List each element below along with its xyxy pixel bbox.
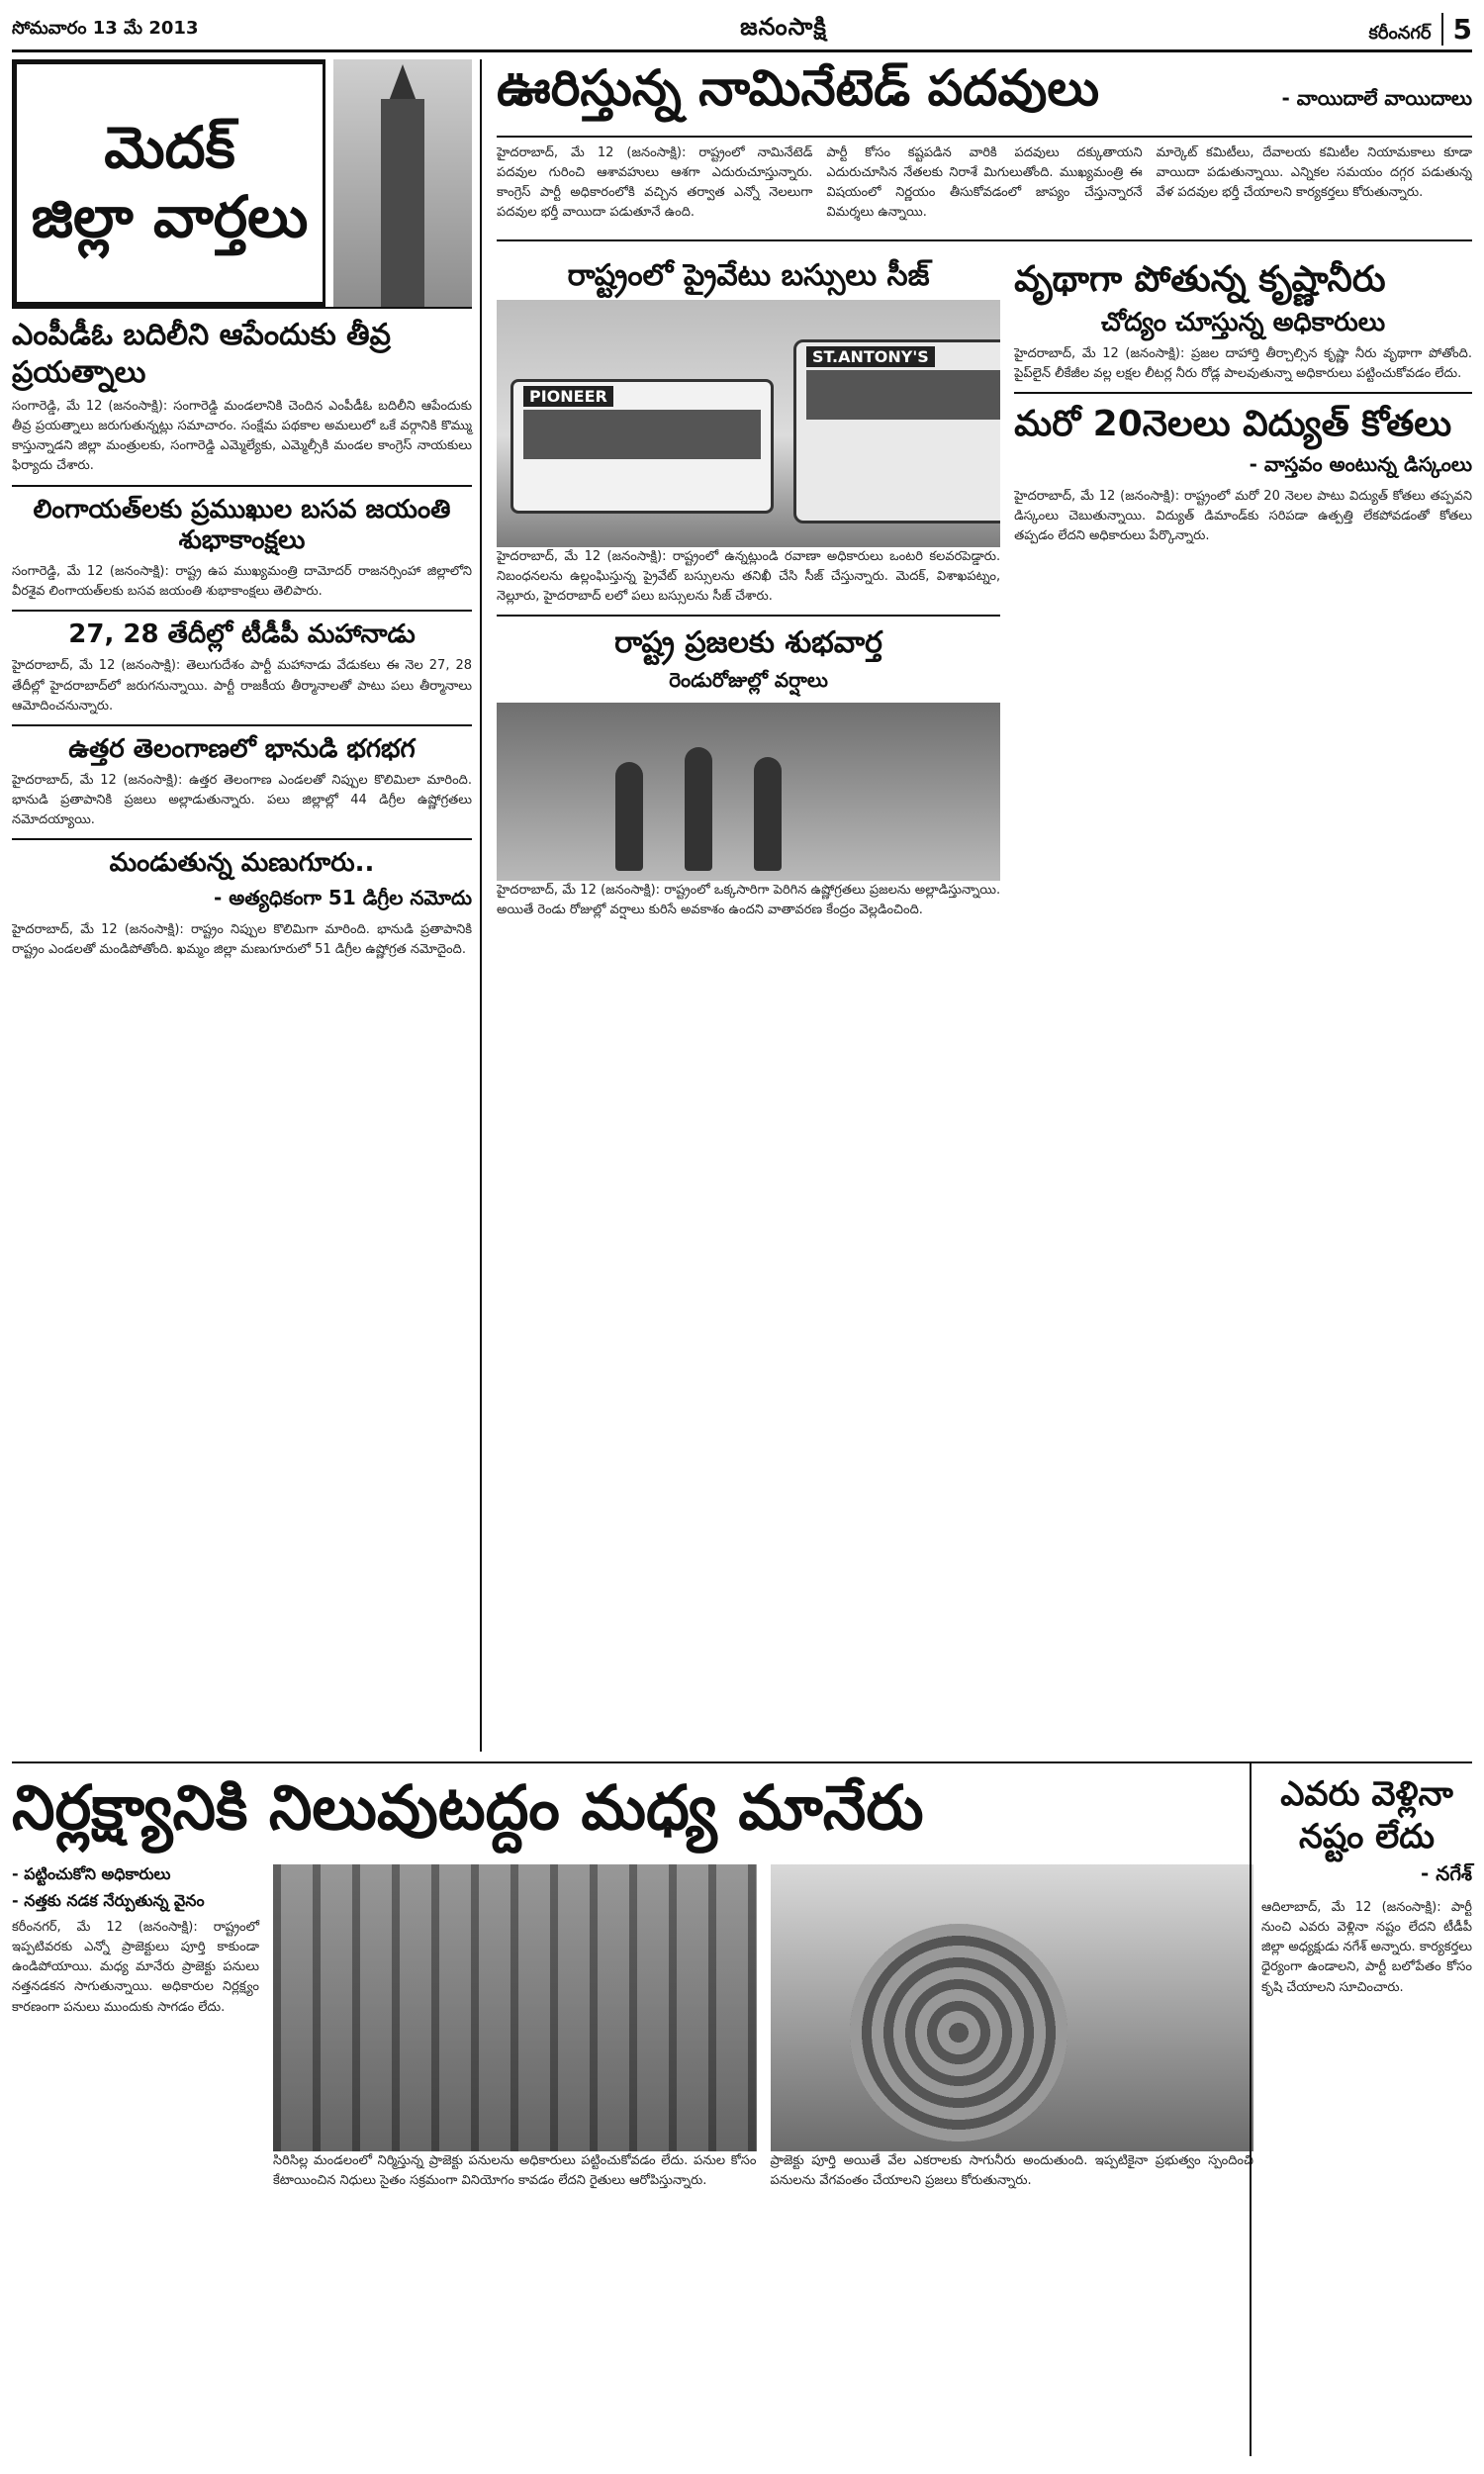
bus-headline: రాష్ట్రంలో ప్రైవేటు బస్సులు సీజ్ <box>567 257 930 293</box>
manair-photos-column <box>273 1864 1253 2199</box>
story-body: హైదరాబాద్, మే 12 (జనంసాక్షి): రాష్ట్రం నిప్పుల కొలిమిగా మారింది. భానుడి ప్రతాపానికి రాష్ట్రం ఎండలతో మండిపోతోంది. ఖమ్మం జిల్లా మణుగూరులో 51 డిగ్రీల ఉష్ణోగ్రత నమోదైంది. <box>12 921 472 957</box>
lead-body-col1: హైదరాబాద్, మే 12 (జనంసాక్షి): రాష్ట్రంలో నామినేటెడ్ పదవుల గురించి ఆశావహులు ఆశగా ఎదురుచూస్తున్నారు. కాంగ్రెస్ పార్టీ అధికారంలోకి వచ్చిన తర్వాత ఎన్నో నెలలుగా పదవుల భర్తీ వాయిదా పడుతూనే ఉంది. <box>497 145 813 221</box>
story-headline: మండుతున్న మణుగూరు.. <box>109 848 375 879</box>
bus-window <box>806 370 1000 420</box>
section-title-line2: జిల్లా వార్తలు <box>31 183 309 250</box>
story-body: సంగారెడ్డి, మే 12 (జనంసాక్షి): రాష్ట్ర ఉప ముఖ్యమంత్రి దామోదర్ రాజనర్సింహా జిల్లాలోని వీరశైవ లింగాయత్‌లకు బసవ జయంతి శుభాకాంక్షలు తెలిపారు. <box>12 563 472 600</box>
bottom-section <box>12 1761 1472 2456</box>
story-headline: ఉత్తర తెలంగాణలో భానుడి భగభగ <box>68 733 416 764</box>
edition-city <box>1369 13 1472 48</box>
rain-photo <box>497 703 1000 881</box>
divider <box>12 485 472 487</box>
page-header <box>12 10 1472 52</box>
side-byline: - నగేశ్ <box>1421 1861 1472 1885</box>
construction-site-photo <box>273 1864 757 2151</box>
side-body: ఆదిలాబాద్, మే 12 (జనంసాక్షి): పార్టీ నుంచి ఎవరు వెళ్లినా నష్టం లేదని టీడీపీ జిల్లా అధ్యక్షుడు నగేశ్ అన్నారు. కార్యకర్తలు ధైర్యంగా ఉండాలని, పార్టీ బలోపేతం కోసం కృషి చేయాలని సూచించారు. <box>1261 1900 1472 1995</box>
bus-and-rain-column <box>497 249 1000 929</box>
child-figure <box>615 762 643 871</box>
manair-body: కరీంనగర్, మే 12 (జనంసాక్షి): రాష్ట్రంలో ఇప్పటివరకు ఎన్నో ప్రాజెక్టులు పూర్తి కాకుండా ఉండిపోయాయి. మధ్య మానేరు ప్రాజెక్టు పనులు నత్తనడకన సాగుతున్నాయి. అధికారుల నిర్లక్ష్యం కారణంగా పనులు ముందుకు సాగడం లేదు. <box>12 1920 259 2015</box>
power-body: హైదరాబాద్, మే 12 (జనంసాక్షి): రాష్ట్రంలో మరో 20 నెలల పాటు విద్యుత్ కోతలు తప్పవని డిస్కంలు చెబుతున్నాయి. విద్యుత్ డిమాండ్‌కు సరిపడా ఉత్పత్తి లేకపోవడంతో కోతలు తప్పడం లేదని అధికారులు పేర్కొన్నారు. <box>1014 489 1472 544</box>
lead-story-header <box>497 59 1472 138</box>
divider <box>497 615 1000 617</box>
side-story <box>1250 1763 1472 2456</box>
divider <box>1014 392 1472 394</box>
issue-date: సోమవారం 13 మే 2013 <box>12 17 199 39</box>
pipe-image <box>850 1924 1067 2141</box>
rain-headline: రాష్ట్ర ప్రజలకు శుభవార్త <box>614 625 882 661</box>
divider <box>12 838 472 840</box>
story-body: హైదరాబాద్, మే 12 (జనంసాక్షి): ఉత్తర తెలంగాణ ఎండలతో నిప్పుల కొలిమిలా మారింది. భానుడి ప్రతాపానికి ప్రజలు అల్లాడుతున్నారు. పలు జిల్లాల్లో 44 డిగ్రీల ఉష్ణోగ్రతలు నమోదయ్యాయి. <box>12 773 472 828</box>
church-spire <box>388 64 417 104</box>
krishna-and-power-column <box>1014 249 1472 929</box>
section-title-line1: మెదక్ <box>104 114 235 182</box>
left-column <box>12 59 482 1752</box>
divider <box>12 610 472 612</box>
manair-body-columns <box>273 2151 1253 2199</box>
krishna-headline: వృథాగా పోతున్న కృష్ణానీరు <box>1014 258 1386 300</box>
masthead-logo: జనంసాక్షి <box>740 13 827 41</box>
manair-bullet: - నత్తకు నడక నేర్పుతున్న వైనం <box>12 1891 205 1910</box>
divider <box>12 724 472 726</box>
lead-body-col3: మార్కెట్ కమిటీలు, దేవాలయ కమిటీల నియామకాలు కూడా వాయిదా పడుతున్నాయి. ఎన్నికల సమయం దగ్గర పడుతున్న వేళ పదవుల భర్తీ చేయాలని కార్యకర్తలు కోరుతున్నారు. <box>1156 145 1472 201</box>
manair-grid <box>12 1864 1253 2199</box>
power-headline: మరో 20నెలలు విద్యుత్ కోతలు <box>1014 404 1452 445</box>
manair-body: సిరిసిల్ల మండలంలో నిర్మిస్తున్న ప్రాజెక్టు పనులను అధికారులు పట్టించుకోవడం లేదు. పనుల కోసం కేటాయించిన నిధులు సైతం సక్రమంగా వినియోగం కావడం లేదని రైతులు ఆరోపిస్తున్నారు. <box>273 2153 757 2189</box>
rain-deck: రెండురోజుల్లో వర్షాలు <box>669 667 828 692</box>
bus-body: హైదరాబాద్, మే 12 (జనంసాక్షి): రాష్ట్రంలో ఉన్నట్లుండి రవాణా అధికారులు ఒంటరి కలవరపెడ్డారు. నిబంధనలను ఉల్లంఘిస్తున్న ప్రైవేట్ బస్సులను తనిఖీ చేసి సీజ్ చేస్తున్నారు. మెదక్, విశాఖపట్నం, నెల్లూరు, హైదరాబాద్ లలో పలు బస్సులను సీజ్ చేశారు. <box>497 549 1001 605</box>
lead-body-col2: పార్టీ కోసం కష్టపడిన వారికి పదవులు దక్కుతాయని ఎదురుచూసిన నేతలకు నిరాశే మిగులుతోంది. ముఖ్యమంత్రి ఈ విషయంలో నిర్ణయం తీసుకోవడంలో జాప్యం చేస్తున్నారనే విమర్శలు ఉన్నాయి. <box>826 145 1143 221</box>
medak-section-banner <box>12 59 472 309</box>
manair-text-column <box>12 1864 259 2199</box>
bus-photo <box>497 300 1000 547</box>
story-body: హైదరాబాద్, మే 12 (జనంసాక్షి): తెలుగుదేశం పార్టీ మహానాడు వేడుకలు ఈ నెల 27, 28 తేదీల్లో హైదరాబాద్‌లో జరుగనున్నాయి. పార్టీ రాజకీయ తీర్మానాలతో పాటు పలు తీర్మానాలు ఆమోదించనున్నారు. <box>12 658 472 714</box>
bus-sign-left: PIONEER <box>523 386 613 407</box>
city-name: కరీంనగర్ <box>1368 22 1432 44</box>
child-figure <box>685 747 712 871</box>
lead-headline: ఊరిస్తున్న నామినేటెడ్ పదవులు <box>497 59 1100 117</box>
krishna-body: హైదరాబాద్, మే 12 (జనంసాక్షి): ప్రజల దాహార్తి తీర్చాల్సిన కృష్ణా నీరు వృథాగా పోతోంది. పైప్‌లైన్ లీకేజీల వల్ల లక్షల లీటర్ల నీరు రోడ్ల పాలవుతున్నా అధికారులు పట్టించుకోవడం లేదు. <box>1014 345 1472 381</box>
pipeline-photo <box>771 1864 1254 2151</box>
church-tower <box>381 99 424 307</box>
lead-deck: - వాయిదాలే వాయిదాలు <box>1281 86 1472 110</box>
story-headline: 27, 28 తేదీల్లో టీడీపీ మహానాడు <box>68 619 416 650</box>
bus-window <box>523 410 761 459</box>
krishna-deck: చోద్యం చూస్తున్న అధికారులు <box>1100 307 1386 337</box>
church-photo <box>333 59 472 307</box>
manair-story <box>12 1763 1253 2456</box>
manair-bullet: - పట్టించుకోని అధికారులు <box>12 1864 171 1883</box>
rain-body: హైదరాబాద్, మే 12 (జనంసాక్షి): రాష్ట్రంలో ఒక్కసారిగా పెరిగిన ఉష్ణోగ్రతలు ప్రజలను అల్లాడిస్తున్నాయి. అయితే రెండు రోజుల్లో వర్షాలు కురిసే అవకాశం ఉందని వాతావరణ కేంద్రం వెల్లడించింది. <box>497 882 1001 918</box>
divider <box>497 239 1472 241</box>
manair-body: ప్రాజెక్టు పూర్తి అయితే వేల ఎకరాలకు సాగునీరు అందుతుంది. ఇప్పటికైనా ప్రభుత్వం స్పందించి పనులను వేగవంతం చేయాలని ప్రజలు కోరుతున్నారు. <box>770 2153 1253 2189</box>
middle-section <box>497 249 1472 929</box>
side-headline: ఎవరు వెళ్లినా నష్టం లేదు <box>1280 1774 1453 1856</box>
page-number: 5 <box>1441 13 1472 46</box>
manair-photos <box>273 1864 1253 2151</box>
manair-headline: నిర్లక్ష్యానికి నిలువుటద్దం మధ్య మానేరు <box>12 1771 924 1844</box>
bus-image-right <box>793 339 1000 523</box>
power-deck: - వాస్తవం అంటున్న డిస్కంలు <box>1249 452 1472 477</box>
right-column <box>497 59 1472 1752</box>
story-headline: ఎంపీడీఓ బదిలీని ఆపేందుకు తీవ్ర ప్రయత్నాలు <box>12 318 391 390</box>
lead-story-columns <box>497 143 1472 232</box>
child-figure <box>754 757 782 871</box>
story-body: సంగారెడ్డి, మే 12 (జనంసాక్షి): సంగారెడ్డి మండలానికి చెందిన ఎంపీడీఓ బదిలీని ఆపేందుకు తీవ్ర ప్రయత్నాలు జరుగుతున్నట్లు సమాచారం. సంక్షేమ పథకాల అమలులో ఒకే వర్గానికి కొమ్ము కాస్తున్నాడని జిల్లా మంత్రులకు, సంగారెడ్డి ఎమ్మెల్యేకు, ఎమ్మెల్సీకి మండల కాంగ్రెస్ నాయకులు ఫిర్యాదు చేశారు. <box>12 399 472 474</box>
bus-image-left <box>510 379 774 514</box>
bus-sign-right: ST.ANTONY'S <box>806 346 935 367</box>
section-title <box>12 59 325 307</box>
story-deck: - అత్యధికంగా 51 డిగ్రీల నమోదు <box>213 885 472 909</box>
story-headline: లింగాయత్‌లకు ప్రముఖుల బసవ జయంతి శుభాకాంక్షలు <box>33 494 451 555</box>
